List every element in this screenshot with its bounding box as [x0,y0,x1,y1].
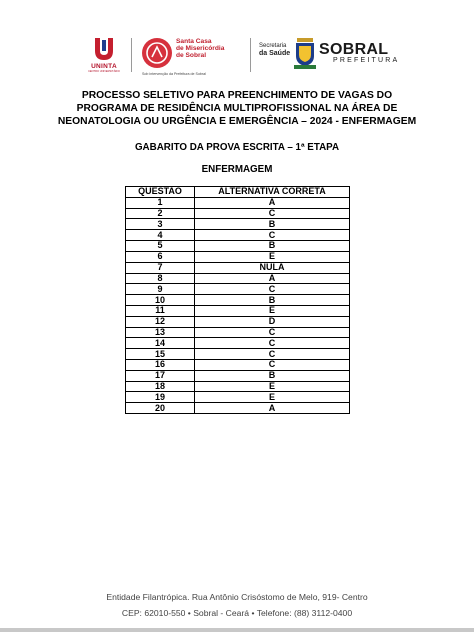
table-row [126,403,350,414]
table-row [126,219,350,230]
table-row [126,230,350,241]
table-header-row [126,187,350,198]
correct-answer: E [195,251,350,262]
question-number: 12 [126,316,195,327]
question-number: 4 [126,230,195,241]
uninta-subtitle: CENTRO UNIVERSITÁRIO [88,70,120,73]
title-line: PROGRAMA DE RESIDÊNCIA MULTIPROFISSIONAL NA ÁREA DE [76,103,398,114]
question-number: 16 [126,360,195,371]
question-number: 19 [126,392,195,403]
table-row [126,197,350,208]
footer-bar [0,628,474,632]
correct-answer: C [195,230,350,241]
title-line: PROCESSO SELETIVO PARA PREENCHIMENTO DE VAGAS DO [81,90,393,101]
santa-casa-line: de Sobral [176,52,207,59]
correct-answer: C [195,284,350,295]
correct-answer: B [195,295,350,306]
gabarito-heading: GABARITO DA PROVA ESCRITA – 1ª ETAPA [134,142,340,153]
column-header-answer: ALTERNATIVA CORRETA [195,187,350,198]
uninta-name: UNINTA [91,63,117,70]
title-line: NEONATOLOGIA OU URGÊNCIA E EMERGÊNCIA – 2024 - ENFERMAGEM [57,116,417,127]
santa-casa-name [176,38,248,59]
answer-key-table [125,186,350,414]
table-row [126,392,350,403]
question-number: 15 [126,349,195,360]
correct-answer: C [195,338,350,349]
santa-casa-subtitle: Sob intervenção da Prefeitura de Sobral [142,72,206,76]
question-number: 9 [126,284,195,295]
correct-answer: A [195,273,350,284]
question-number: 1 [126,197,195,208]
table-row [126,305,350,316]
sobral-name: SOBRAL [319,41,389,58]
table-row [126,241,350,252]
santa-casa-logo-icon [142,38,172,68]
table-row [126,360,350,371]
column-header-question: QUESTAO [126,187,195,198]
footer-address: Entidade Filantrópica. Rua Antônio Crisóstomo de Melo, 919- Centro [106,592,368,602]
correct-answer: A [195,403,350,414]
table-row [126,251,350,262]
secretaria-saude-logo [259,43,290,58]
sobral-logo [319,43,399,64]
correct-answer: E [195,392,350,403]
sobral-coat-of-arms [294,38,316,75]
table-row [126,327,350,338]
question-number: 7 [126,262,195,273]
secretaria-line: Secretaria [259,43,287,49]
question-number: 20 [126,403,195,414]
divider [250,38,251,72]
uninta-logo-icon [91,36,117,62]
area-heading: ENFERMAGEM [201,164,273,175]
table-row [126,262,350,273]
table-row [126,338,350,349]
question-number: 3 [126,219,195,230]
correct-answer: D [195,316,350,327]
divider [131,38,132,72]
uninta-logo [88,36,120,73]
santa-casa-line: Santa Casa [176,38,212,45]
question-number: 6 [126,251,195,262]
correct-answer: C [195,208,350,219]
question-number: 17 [126,370,195,381]
correct-answer: B [195,241,350,252]
table-row [126,316,350,327]
document-title [40,89,434,128]
table-row [126,208,350,219]
santa-casa-line: de Misericórdia [176,45,225,52]
table-row [126,295,350,306]
table-row [126,349,350,360]
footer-contact: CEP: 62010-550 • Sobral - Ceará • Telefone: (88) 3112-0400 [121,608,353,618]
correct-answer: C [195,349,350,360]
table-row [126,284,350,295]
question-number: 8 [126,273,195,284]
question-number: 10 [126,295,195,306]
table-row [126,381,350,392]
question-number: 14 [126,338,195,349]
secretaria-line: da Saúde [259,50,291,57]
correct-answer: NULA [195,262,350,273]
correct-answer: B [195,370,350,381]
sobral-coat-of-arms-icon [294,38,316,70]
table-row [126,370,350,381]
correct-answer: E [195,305,350,316]
page-footer [0,574,474,632]
question-number: 2 [126,208,195,219]
correct-answer: E [195,381,350,392]
correct-answer: C [195,360,350,371]
header-logos [0,34,474,80]
question-number: 11 [126,305,195,316]
question-number: 18 [126,381,195,392]
table-row [126,273,350,284]
correct-answer: A [195,197,350,208]
correct-answer: B [195,219,350,230]
sobral-subtitle: PREFEITURA [333,57,400,64]
question-number: 5 [126,241,195,252]
question-number: 13 [126,327,195,338]
correct-answer: C [195,327,350,338]
